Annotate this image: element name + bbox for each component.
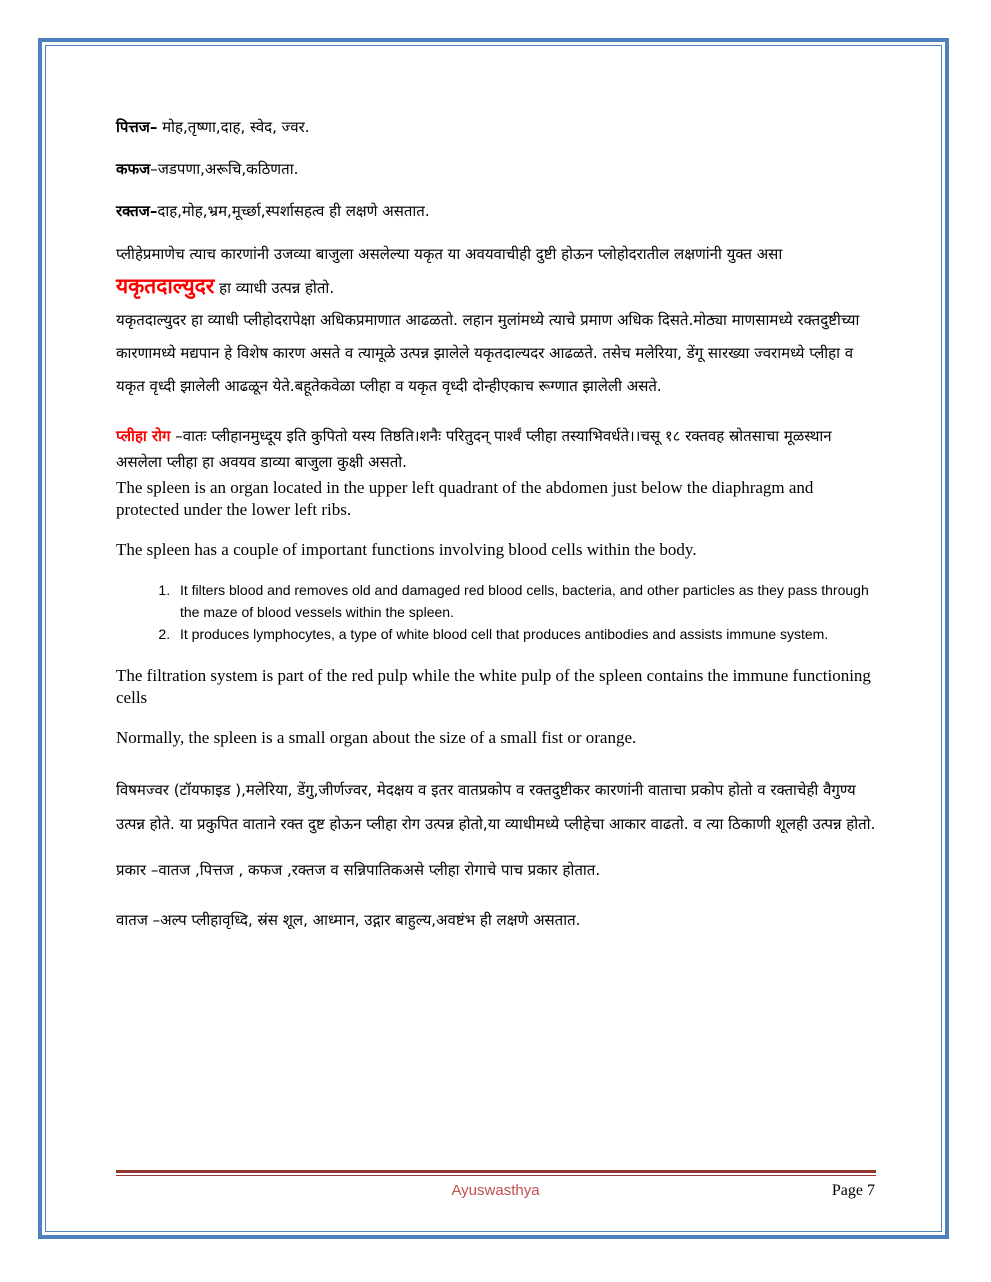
text-yakrut-before: प्लीहेप्रमाणेच त्याच कारणांनी उजव्या बाजुला असलेल्या यकृत या अवयवाचीही दुष्टी होऊन प्लोहोदरातील लक्षणांनी युक्त असा — [116, 245, 783, 263]
text-raktaj: दाह,मोह,भ्रम,मूर्च्छा,स्पर्शासहत्व ही लक्षणे असतात. — [157, 202, 430, 220]
paragraph-raktaj — [116, 196, 876, 226]
footer-rule-thick — [116, 1170, 876, 1173]
paragraph-kaphaj — [116, 154, 876, 184]
label-pittaj: पित्तज– — [116, 118, 158, 136]
paragraph-yakrut-intro — [116, 238, 876, 304]
list-item: 2. It produces lymphocytes, a type of white blood cell that produces antibodies and assists immune system. — [174, 623, 876, 645]
text-kaphaj: –जडपणा,अरूचि,कठिणता. — [150, 160, 299, 178]
text-pittaj: मोह,तृष्णा,दाह, स्वेद, ज्वर. — [157, 118, 310, 136]
english-paragraph-filtration: The filtration system is part of the red pulp while the white pulp of the spleen contains the immune functioning cells — [116, 666, 871, 707]
paragraph-types: प्रकार –वातज ,पित्तज , कफज ,रक्तज व सन्निपातिकअसे प्लीहा रोगाचे पाच प्रकार होतात. — [116, 861, 601, 879]
page-number: Page 7 — [831, 1182, 875, 1199]
highlight-yakrutdalyudar: यकृतदाल्युदर — [116, 274, 215, 298]
paragraph-pittaj — [116, 112, 876, 142]
text-pleeha-rog: –वातः प्लीहानमुध्दूय इति कुपितो यस्य तिष्ठति।शनैः परितुदन् पार्श्वं प्लीहा तस्याभिवर्धते।।चसू १८ रक्तवह स्रोतसाचा मूळस्थान असलेला प्लीहा हा अवयव डाव्या बाजुला कुक्षी असतो. — [116, 427, 832, 471]
page-content — [116, 112, 876, 947]
english-paragraph-size: Normally, the spleen is a small organ about the size of a small fist or orange. — [116, 728, 637, 747]
paragraph-pleeha-rog — [116, 423, 876, 475]
paragraph-causes: विषमज्वर (टॉयफाइड ),मलेरिया, डेंगु,जीर्णज्वर, मेदक्षय व इतर वातप्रकोप व रक्तदुष्टीकर कारणांनी वाताचा प्रकोप होतो व रक्ताचेही वैगुण्य उत्पन्न होते. या प्रकुपित वाताने रक्त दुष्ट होऊन प्लीहा रोग उत्पन्न होतो,या व्याधीमध्ये प्लीहेचा आकार वाढतो. व त्या ठिकाणी शूलही उत्पन्न होतो. — [116, 781, 876, 833]
paragraph-vataj: वातज –अल्प प्लीहावृध्दि, स्रंस शूल, आध्मान, उद्गार बाहुल्य,अवष्टंभ ही लक्षणे असतात. — [116, 911, 581, 929]
footer-rule-thin — [116, 1175, 876, 1176]
functions-list — [116, 579, 876, 645]
english-paragraph-functions: The spleen has a couple of important functions involving blood cells within the body. — [116, 540, 697, 559]
footer-title: Ayuswasthya — [451, 1182, 540, 1199]
paragraph-yakrut-detail: यकृतदाल्युदर हा व्याधी प्लीहोदरापेक्षा अधिकप्रमाणात आढळतो. लहान मुलांमध्ये त्याचे प्रमाण अधिक दिसते.मोठ्या माणसामध्ये रक्तदुष्टीच्या कारणामध्ये मद्यपान हे विशेष कारण असते व त्यामूळे उत्पन्न झालेले यकृतदाल्यदर आढळते. तसेच मलेरिया, डेंगू सारख्या ज्वरामध्ये प्लीहा व यकृत वृध्दी झालेली आढळून येते.बहूतेकवेळा प्लीहा व यकृत वृध्दी दोन्हीएकाच रूग्णात झालेली असते. — [116, 311, 860, 395]
label-raktaj: रक्तज– — [116, 202, 158, 220]
label-pleeha-rog: प्लीहा रोग — [116, 427, 171, 445]
text-yakrut-after: हा व्याधी उत्पन्न होतो. — [214, 279, 335, 297]
english-paragraph-location: The spleen is an organ located in the upper left quadrant of the abdomen just below the diaphragm and protected under the lower left ribs. — [116, 478, 814, 519]
label-kaphaj: कफज — [116, 160, 151, 178]
list-item: 1. It filters blood and removes old and damaged red blood cells, bacteria, and other particles as they pass through the maze of blood vessels within the spleen. — [174, 579, 876, 623]
